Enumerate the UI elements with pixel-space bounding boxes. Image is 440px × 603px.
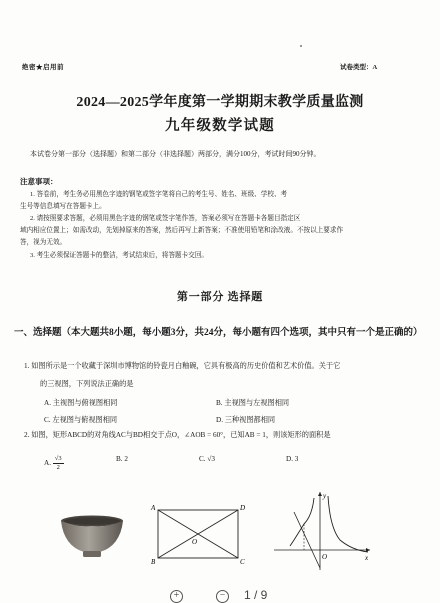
x-axis-label: x — [365, 554, 369, 562]
q1-option-c: C. 左视图与俯视图相同 — [44, 416, 118, 424]
notes-title: 注意事项： — [20, 177, 58, 186]
q2-option-d: D. 3 — [286, 455, 299, 463]
fraction-numerator: √3 — [54, 455, 62, 462]
section-heading: 一、选择题（本大题共8小题，每小题3分，共24分，每小题有四个选项，其中只有一个是正确的） — [14, 328, 423, 338]
vertex-b-label: B — [151, 558, 156, 566]
exam-title: 2024—2025学年度第一学期期末教学质量监测 — [76, 95, 364, 110]
note-item: 1. 答卷前，考生务必用黑色字迹的钢笔或签字笔将自己的考生号、姓名、班级、学校、考 — [30, 191, 288, 198]
bowl-figure — [58, 512, 126, 562]
rectangle-abcd-figure — [148, 500, 248, 570]
exam-subtitle: 九年级数学试题 — [165, 118, 275, 134]
note-item: 答，视为无效。 — [20, 239, 67, 246]
note-item: 域内相应位置上；如需改动，先划掉原来的答案，然后再写上新答案；不准使用铅笔和涂改液。不按以上要求作 — [20, 227, 344, 234]
q2-option-c: C. √3 — [199, 455, 215, 463]
q1-option-d: D. 三种视图都相同 — [216, 416, 276, 424]
q2-option-a-fraction — [53, 455, 64, 472]
vertex-d-label: D — [240, 504, 246, 512]
q2-option-b: B. 2 — [116, 455, 128, 463]
question-1-stem: 1. 如图所示是一个收藏于深圳市博物馆的铃瓷月白釉碗，它具有极高的历史价值和艺术价值。关于它 — [24, 362, 341, 370]
part-one-title: 第一部分 选择题 — [176, 291, 264, 303]
page-indicator: 1 / 9 — [244, 588, 268, 602]
bowl-foot — [83, 551, 101, 557]
vertex-a-label: A — [151, 504, 156, 512]
zoom-in-button[interactable]: + — [170, 590, 183, 603]
origin-label: O — [322, 553, 328, 561]
exam-description: 本试卷分第一部分（选择题）和第二部分（非选择题）两部分，满分100分，考试时间90分钟。 — [30, 150, 321, 158]
zoom-out-button[interactable]: − — [216, 590, 229, 603]
curve-right-branch — [328, 496, 368, 552]
vertex-c-label: C — [240, 558, 245, 566]
note-item: 生号等信息填写在答题卡上。 — [20, 203, 106, 210]
function-graph-figure — [270, 488, 374, 572]
curve-left-branch — [290, 498, 314, 546]
q2-option-a-letter: A. — [44, 459, 51, 468]
question-2-stem: 2. 如图，矩形ABCD的对角线AC与BD相交于点O，∠AOB = 60°，已知AB = 1，则该矩形的面积是 — [24, 431, 331, 439]
confidential-label: 绝密★启用前 — [22, 64, 64, 71]
y-axis-label: y — [323, 492, 327, 500]
question-1-stem-cont: 的三视图，下列说法正确的是 — [40, 380, 134, 388]
fraction-denominator: 2 — [56, 464, 60, 471]
note-item: 3. 考生必须保证答题卡的整洁，考试结束后，将答题卡交回。 — [30, 252, 209, 259]
q1-option-a: A. 主视图与俯视图相同 — [44, 399, 118, 407]
page-navigator — [170, 588, 267, 603]
q1-option-b: B. 主视图与左视图相同 — [216, 399, 290, 407]
q2-option-a — [44, 455, 64, 472]
center-o-label: O — [192, 538, 198, 546]
paper-type-label: 试卷类型：A — [340, 64, 378, 71]
scan-mark — [300, 45, 302, 47]
note-item: 2. 请按照要求答题，必须用黑色字迹的钢笔或签字笔作答，答案必须写在答题卡各题目指定区 — [30, 215, 301, 222]
